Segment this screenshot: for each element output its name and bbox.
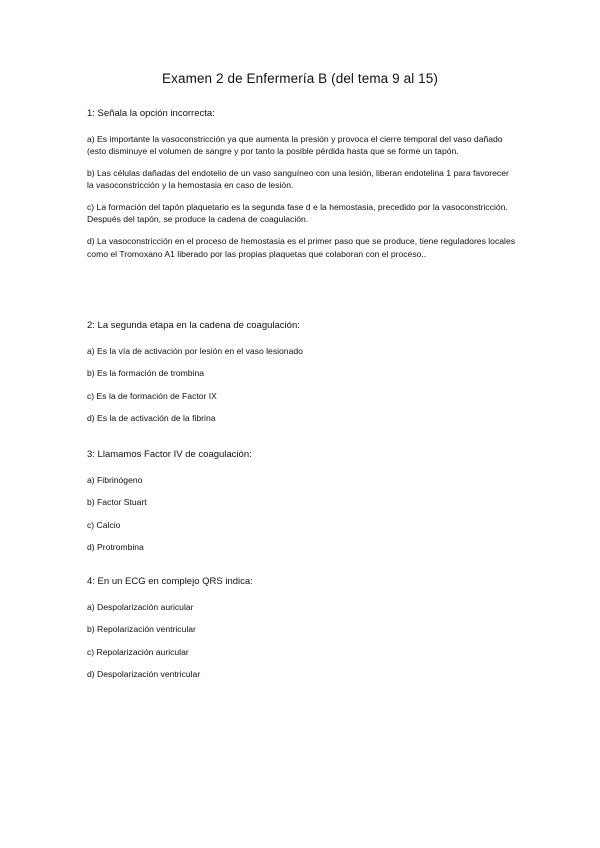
question-4-option-c: c) Repolarización auricular	[87, 646, 189, 657]
question-1-option-d: d) La vasoconstricción en el proceso de hemostasia es el primer paso que se produce, tiene reguladores locales como el Tromoxano A1 liberado por las propias plaquetas que colaboran con el proceso..	[87, 236, 516, 259]
question-4	[87, 576, 517, 691]
question-3-prompt: 3: Llamamos Factor IV de coagulación:	[87, 449, 252, 460]
question-3-option-d: d) Protrombina	[87, 542, 144, 553]
document-title: Examen 2 de Enfermería B (del tema 9 al 15)	[162, 71, 438, 86]
question-1-option-a: a) Es importante la vasoconstricción ya que aumenta la presión y provoca el cierre temporal del vaso dañado (esto disminuye el volumen de sangre y por tanto la posible pérdida hasta que se forme un tapón.	[87, 134, 503, 157]
question-1-option-c: c) La formación del tapón plaquetario es la segunda fase d e la hemostasia, precedido por la vasoconstricción. Después del tapón, se produce la cadena de coagulación.	[87, 202, 508, 225]
question-1-option-b: b) Las células dañadas del endotelio de un vaso sanguíneo con una lesión, liberan endotelina 1 para favorecer la vasoconstricción y la hemostasia en caso de lesión.	[87, 168, 509, 191]
question-1-prompt: 1: Señala la opción incorrecta:	[87, 108, 215, 119]
question-3-option-a: a) Fibrinógeno	[87, 475, 143, 485]
question-3-option-b: b) Factor Stuart	[87, 497, 147, 508]
question-2-option-a: a) Es la vía de activación por lesión en el vaso lesionado	[87, 346, 303, 356]
question-4-option-a: a) Despolarización auricular	[87, 602, 194, 612]
question-2-prompt: 2: La segunda etapa en la cadena de coagulación:	[87, 320, 300, 331]
question-4-option-b: b) Repolarización ventricular	[87, 624, 196, 635]
question-3	[87, 449, 517, 564]
question-2-option-d: d) Es la de activación de la fibrina	[87, 413, 216, 424]
question-2-option-c: c) Es la de formación de Factor IX	[87, 390, 217, 401]
question-4-option-d: d) Despolarización ventricular	[87, 669, 201, 680]
question-3-option-c: c) Calcio	[87, 519, 121, 530]
question-2-option-b: b) Es la formación de trombina	[87, 368, 205, 379]
question-2	[87, 320, 517, 435]
question-1	[87, 108, 517, 269]
question-4-prompt: 4: En un ECG en complejo QRS indica:	[87, 576, 253, 587]
